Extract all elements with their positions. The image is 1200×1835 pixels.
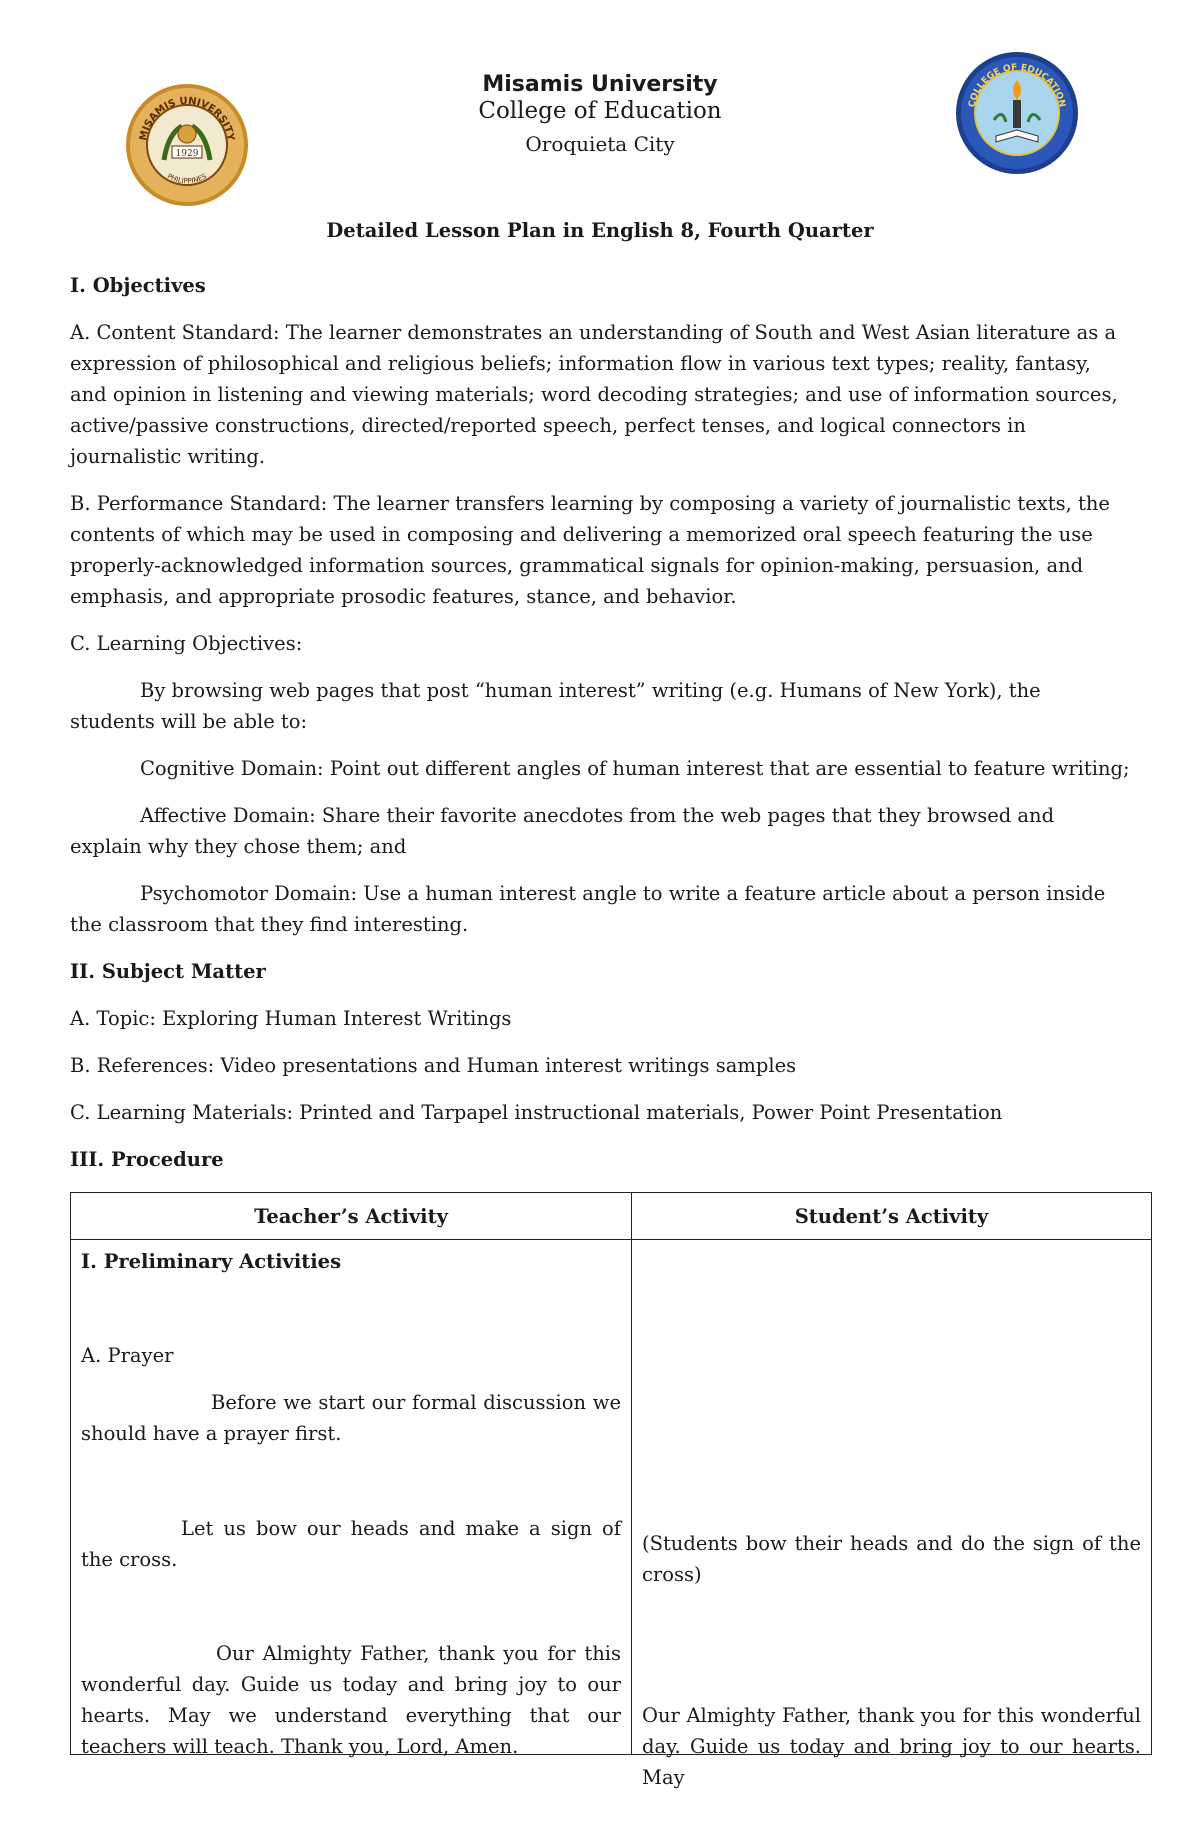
student-activity-header: Student’s Activity <box>632 1193 1152 1240</box>
college-of-education-seal-logo <box>954 50 1080 176</box>
references: B. References: Video presentations and Human interest writings samples <box>70 1054 797 1077</box>
svg-text:PHILIPPINES: PHILIPPINES <box>165 172 209 186</box>
teacher-line-1: Before we start our formal discussion we should have a prayer first. <box>81 1391 621 1445</box>
student-prayer-text: Our Almighty Father, thank you for this wonderful day. Guide us today and bring joy to our hearts. May <box>642 1704 1141 1789</box>
student-activity-cell <box>632 1240 1152 1789</box>
table-row <box>71 1240 1152 1755</box>
content-standard: A. Content Standard: The learner demonstrates an understanding of South and West Asian literature as a expression of philosophical and religious beliefs; information flow in various text types; reality, fantasy, and opinion in listening and viewing materials; word decoding strategies; and use of information sources, active/passive constructions, directed/reported speech, perfect tenses, and logical connectors in journalistic writing. <box>70 321 1118 468</box>
teacher-activity-cell <box>71 1240 632 1758</box>
seal-text: MISAMIS UNIVERSITY <box>138 95 236 142</box>
teacher-prayer-text: Our Almighty Father, thank you for this wonderful day. Guide us today and bring joy to our hearts. May we understand everything that our teachers will teach. Thank you, Lord, Amen. <box>81 1642 621 1758</box>
college-name: College of Education <box>478 98 722 124</box>
objectives-heading: I. Objectives <box>70 274 206 297</box>
student-line-1: (Students bow their heads and do the sign of the cross) <box>642 1532 1141 1586</box>
cognitive-domain: Cognitive Domain: Point out different angles of human interest that are essential to feature writing; <box>140 757 1130 780</box>
teacher-activity-header: Teacher’s Activity <box>71 1193 632 1240</box>
teacher-line-2: Let us bow our heads and make a sign of the cross. <box>81 1517 621 1571</box>
svg-text:COLLEGE OF EDUCATION: COLLEGE OF EDUCATION <box>967 62 1067 109</box>
city-name: Oroquieta City <box>525 132 675 156</box>
learning-materials: C. Learning Materials: Printed and Tarpapel instructional materials, Power Point Presentation <box>70 1101 1003 1124</box>
procedure-heading: III. Procedure <box>70 1148 224 1171</box>
psychomotor-domain: Psychomotor Domain: Use a human interest angle to write a feature article about a person inside the classroom that they find interesting. <box>70 882 1106 936</box>
prayer-label: A. Prayer <box>81 1344 174 1367</box>
table-header-row <box>71 1193 1152 1240</box>
document-title: Detailed Lesson Plan in English 8, Fourth Quarter <box>326 219 874 242</box>
topic: A. Topic: Exploring Human Interest Writings <box>70 1007 512 1030</box>
objectives-intro: By browsing web pages that post “human interest” writing (e.g. Humans of New York), the students will be able to: <box>70 679 1041 733</box>
preliminary-activities-heading: I. Preliminary Activities <box>81 1250 342 1273</box>
svg-text:1929: 1929 <box>175 149 199 159</box>
subject-matter-heading: II. Subject Matter <box>70 960 266 983</box>
performance-standard: B. Performance Standard: The learner transfers learning by composing a variety of journalistic texts, the contents of which may be used in composing and delivering a memorized oral speech featuring the use properly-acknowledged information sources, grammatical signals for opinion-making, persuasion, and emphasis, and appropriate prosodic features, stance, and behavior. <box>70 492 1110 608</box>
learning-objectives-label: C. Learning Objectives: <box>70 632 303 655</box>
affective-domain: Affective Domain: Share their favorite anecdotes from the web pages that they browsed and explain why they chose them; and <box>70 804 1055 858</box>
university-name: Misamis University <box>482 72 718 97</box>
misamis-university-seal-logo <box>124 82 250 208</box>
procedure-table <box>70 1192 1152 1789</box>
